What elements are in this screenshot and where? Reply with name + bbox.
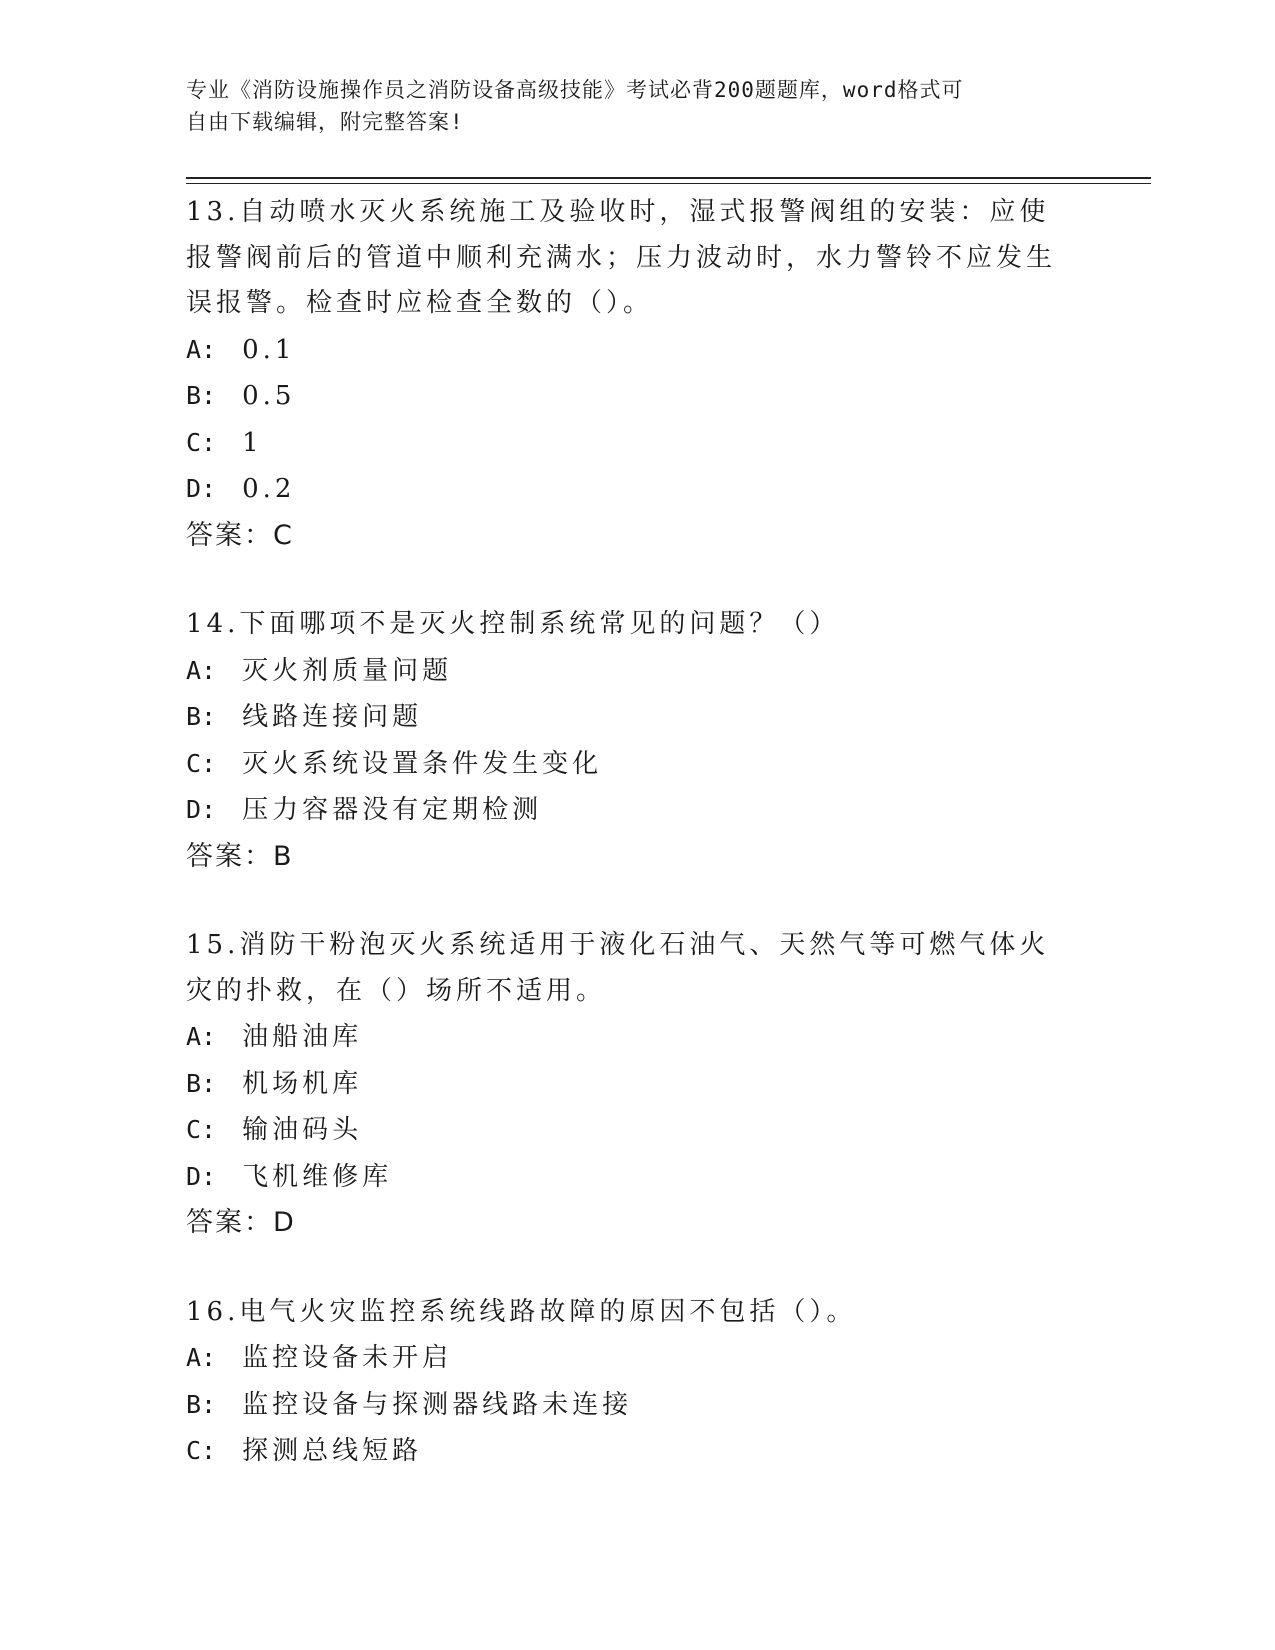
header-line-1: 专业《消防设施操作员之消防设备高级技能》考试必背200题题库，word格式可	[186, 78, 964, 102]
option-b	[186, 1061, 1076, 1108]
option-text: 0.2	[242, 474, 296, 504]
header-divider-thin	[186, 183, 1151, 184]
option-letter: B:	[186, 1389, 217, 1419]
option-letter: A:	[186, 655, 217, 685]
option-b	[186, 1382, 1076, 1429]
question-stem: 16.电气火灾监控系统线路故障的原因不包括（）。	[186, 1296, 857, 1327]
option-text: 输油码头	[242, 1115, 363, 1145]
option-text: 机场机库	[242, 1068, 363, 1099]
option-d	[186, 787, 1076, 834]
option-a	[186, 648, 1076, 695]
option-text: 飞机维修库	[242, 1161, 393, 1192]
option-text: 监控设备未开启	[242, 1343, 453, 1373]
option-letter: C:	[186, 1436, 217, 1465]
option-text: 0.5	[242, 381, 296, 411]
document-header	[186, 74, 1066, 138]
question-stem: 13.自动喷水灭火系统施工及验收时，湿式报警阀组的安装：应使报警阀前后的管道中顺利充满水；压力波动时，水力警铃不应发生误报警。检查时应检查全数的（）。	[186, 197, 1057, 318]
option-text: 线路连接问题	[242, 702, 423, 732]
option-d	[186, 1154, 1076, 1201]
option-letter: C:	[186, 427, 217, 457]
option-letter: A:	[186, 334, 217, 364]
option-c	[186, 1107, 1076, 1154]
question-13	[186, 190, 1076, 558]
question-14	[186, 602, 1076, 879]
question-15	[186, 923, 1076, 1246]
option-c	[186, 1428, 1076, 1475]
option-text: 1	[242, 427, 263, 458]
question-stem: 14.下面哪项不是灭火控制系统常见的问题？（）	[186, 609, 840, 639]
option-d	[186, 466, 1076, 513]
option-letter: B:	[186, 1068, 217, 1098]
answer-line: 答案：B	[186, 840, 294, 872]
option-b	[186, 694, 1076, 741]
option-letter: C:	[186, 748, 217, 778]
option-text: 压力容器没有定期检测	[242, 795, 543, 825]
option-text: 灭火系统设置条件发生变化	[242, 748, 603, 779]
option-letter: B:	[186, 381, 217, 410]
question-list	[186, 190, 1076, 1519]
option-text: 0.1	[242, 334, 296, 365]
option-letter: A:	[186, 1022, 217, 1051]
option-text: 探测总线短路	[242, 1436, 423, 1466]
option-letter: A:	[186, 1343, 217, 1372]
option-letter: C:	[186, 1115, 217, 1144]
option-b	[186, 373, 1076, 420]
answer-line: 答案：C	[186, 519, 294, 551]
option-letter: B:	[186, 702, 217, 731]
option-letter: D:	[186, 474, 217, 503]
option-letter: D:	[186, 1161, 217, 1191]
option-c	[186, 420, 1076, 467]
option-a	[186, 1335, 1076, 1382]
option-a	[186, 327, 1076, 374]
option-a	[186, 1014, 1076, 1061]
header-line-2: 自由下载编辑，附完整答案!	[186, 110, 464, 134]
option-text: 油船油库	[242, 1022, 363, 1052]
option-text: 灭火剂质量问题	[242, 655, 453, 686]
header-divider-thick	[186, 177, 1151, 179]
question-16	[186, 1290, 1076, 1475]
question-stem: 15.消防干粉泡灭火系统适用于液化石油气、天然气等可燃气体火灾的扑救，在（）场所不适用。	[186, 930, 1050, 1006]
option-letter: D:	[186, 795, 217, 824]
option-c	[186, 741, 1076, 788]
option-text: 监控设备与探测器线路未连接	[242, 1389, 633, 1420]
answer-line: 答案：D	[186, 1207, 296, 1238]
